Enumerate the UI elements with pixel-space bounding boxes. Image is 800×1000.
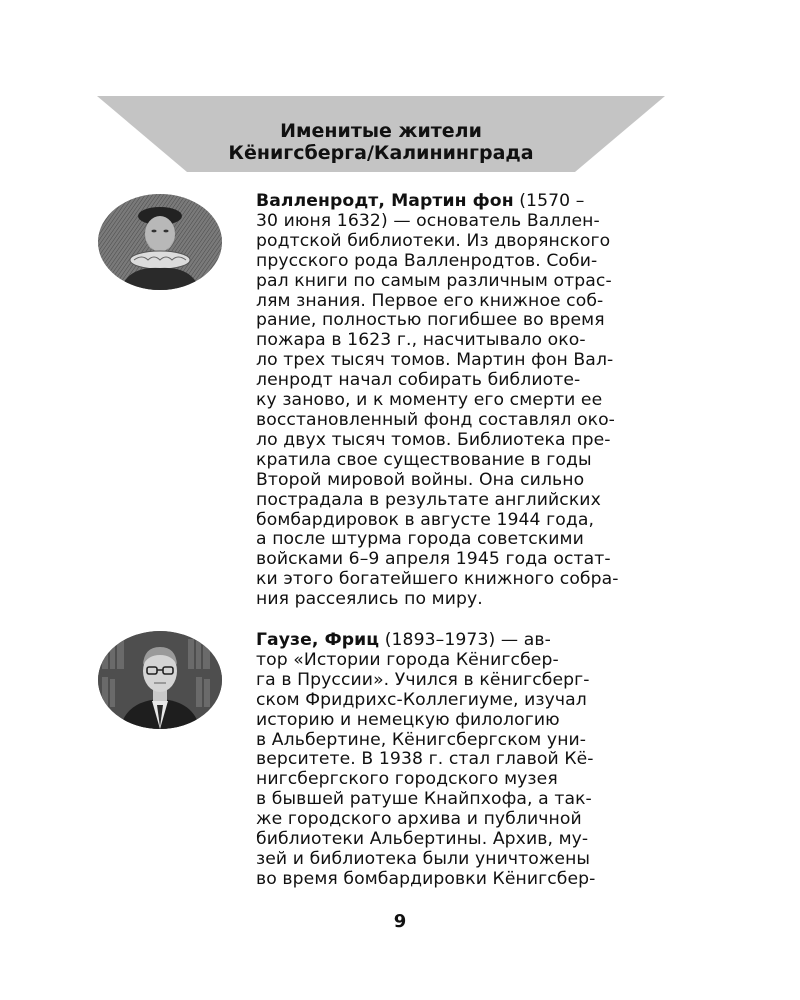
- entry-text-line: ском Фридрихс-Коллегиуме, изучал: [256, 689, 587, 710]
- entry-text-line: а после штурма города советскими: [256, 529, 584, 550]
- entry-text-line: рание, полностью погибшее во время: [256, 310, 605, 331]
- entry-text-line: в Альбертине, Кёнигсбергском уни-: [256, 729, 587, 750]
- entry-text-line: родтской библиотеки. Из дворянского: [256, 230, 611, 251]
- entry-text-line: пострадала в результате английских: [256, 489, 601, 510]
- entry-text-line: бомбардировок в августе 1944 года,: [256, 509, 595, 530]
- entry-text-line: во время бомбардировки Кёнигсбер-: [256, 868, 596, 889]
- entry-text-line: зей и библиотека были уничтожены: [256, 848, 591, 869]
- entry-text-line: нигсбергского городского музея: [256, 769, 558, 790]
- person-name: Валленродт, Мартин фон: [256, 191, 514, 211]
- entry-text-line: же городского архива и публичной: [256, 809, 582, 830]
- entry-text-line: ки этого богатейшего книжного собра-: [256, 569, 619, 590]
- entry-text-line: (1570 –: [513, 191, 585, 211]
- biography-entry-wallenrodt: [256, 192, 676, 610]
- entry-text-line: войсками 6–9 апреля 1945 года остат-: [256, 549, 611, 570]
- entry-text-line: лям знания. Первое его книжное соб-: [256, 290, 604, 311]
- entry-first-line: [256, 631, 676, 651]
- entry-text-line: рал книги по самым различным отрас-: [256, 270, 612, 291]
- section-title-line-2: Кёнигсберга/Калининграда: [228, 142, 534, 164]
- entry-text-line: библиотеки Альбертины. Архив, му-: [256, 829, 589, 850]
- entry-text-line: прусского рода Валленродтов. Соби-: [256, 250, 598, 271]
- entry-text-line: в бывшей ратуше Кнайпхофа, а так-: [256, 789, 592, 810]
- biography-entry-gause: [256, 631, 676, 890]
- entry-text-line: пожара в 1623 г., насчитывало око-: [256, 330, 586, 351]
- entry-text-line: кратила свое существование в годы: [256, 449, 592, 470]
- entry-first-line: [256, 192, 676, 212]
- entry-text-line: верситете. В 1938 г. стал главой Кё-: [256, 749, 594, 770]
- entry-text-line: восстановленный фонд составлял око-: [256, 409, 615, 430]
- section-title-line-1: Именитые жители: [280, 120, 482, 142]
- portrait-gause-icon: [98, 631, 222, 729]
- entry-text-line: Второй мировой войны. Она сильно: [256, 469, 585, 490]
- entry-text-line: ло двух тысяч томов. Библиотека пре-: [256, 429, 611, 450]
- entry-text-line: тор «Истории города Кёнигсбер-: [256, 649, 559, 670]
- entry-text-line: ния рассеялись по миру.: [256, 589, 483, 610]
- entry-text-line: ленродт начал собирать библиоте-: [256, 370, 581, 391]
- entry-text-line: ло трех тысяч томов. Мартин фон Вал-: [256, 350, 614, 371]
- entry-text-line: (1893–1973) — ав-: [379, 630, 551, 650]
- page-number: 9: [393, 911, 407, 932]
- section-header-banner: [97, 96, 665, 172]
- entry-text-line: историю и немецкую филологию: [256, 709, 560, 730]
- entry-text-line: 30 июня 1632) — основатель Валлен-: [256, 210, 600, 231]
- portrait-wallenrodt-icon: [98, 194, 222, 290]
- person-name: Гаузе, Фриц: [256, 630, 380, 650]
- entry-text-line: ку заново, и к моменту его смерти ее: [256, 390, 603, 411]
- section-title: [97, 120, 665, 164]
- entry-text-line: га в Пруссии». Учился в кёнигсберг-: [256, 669, 590, 690]
